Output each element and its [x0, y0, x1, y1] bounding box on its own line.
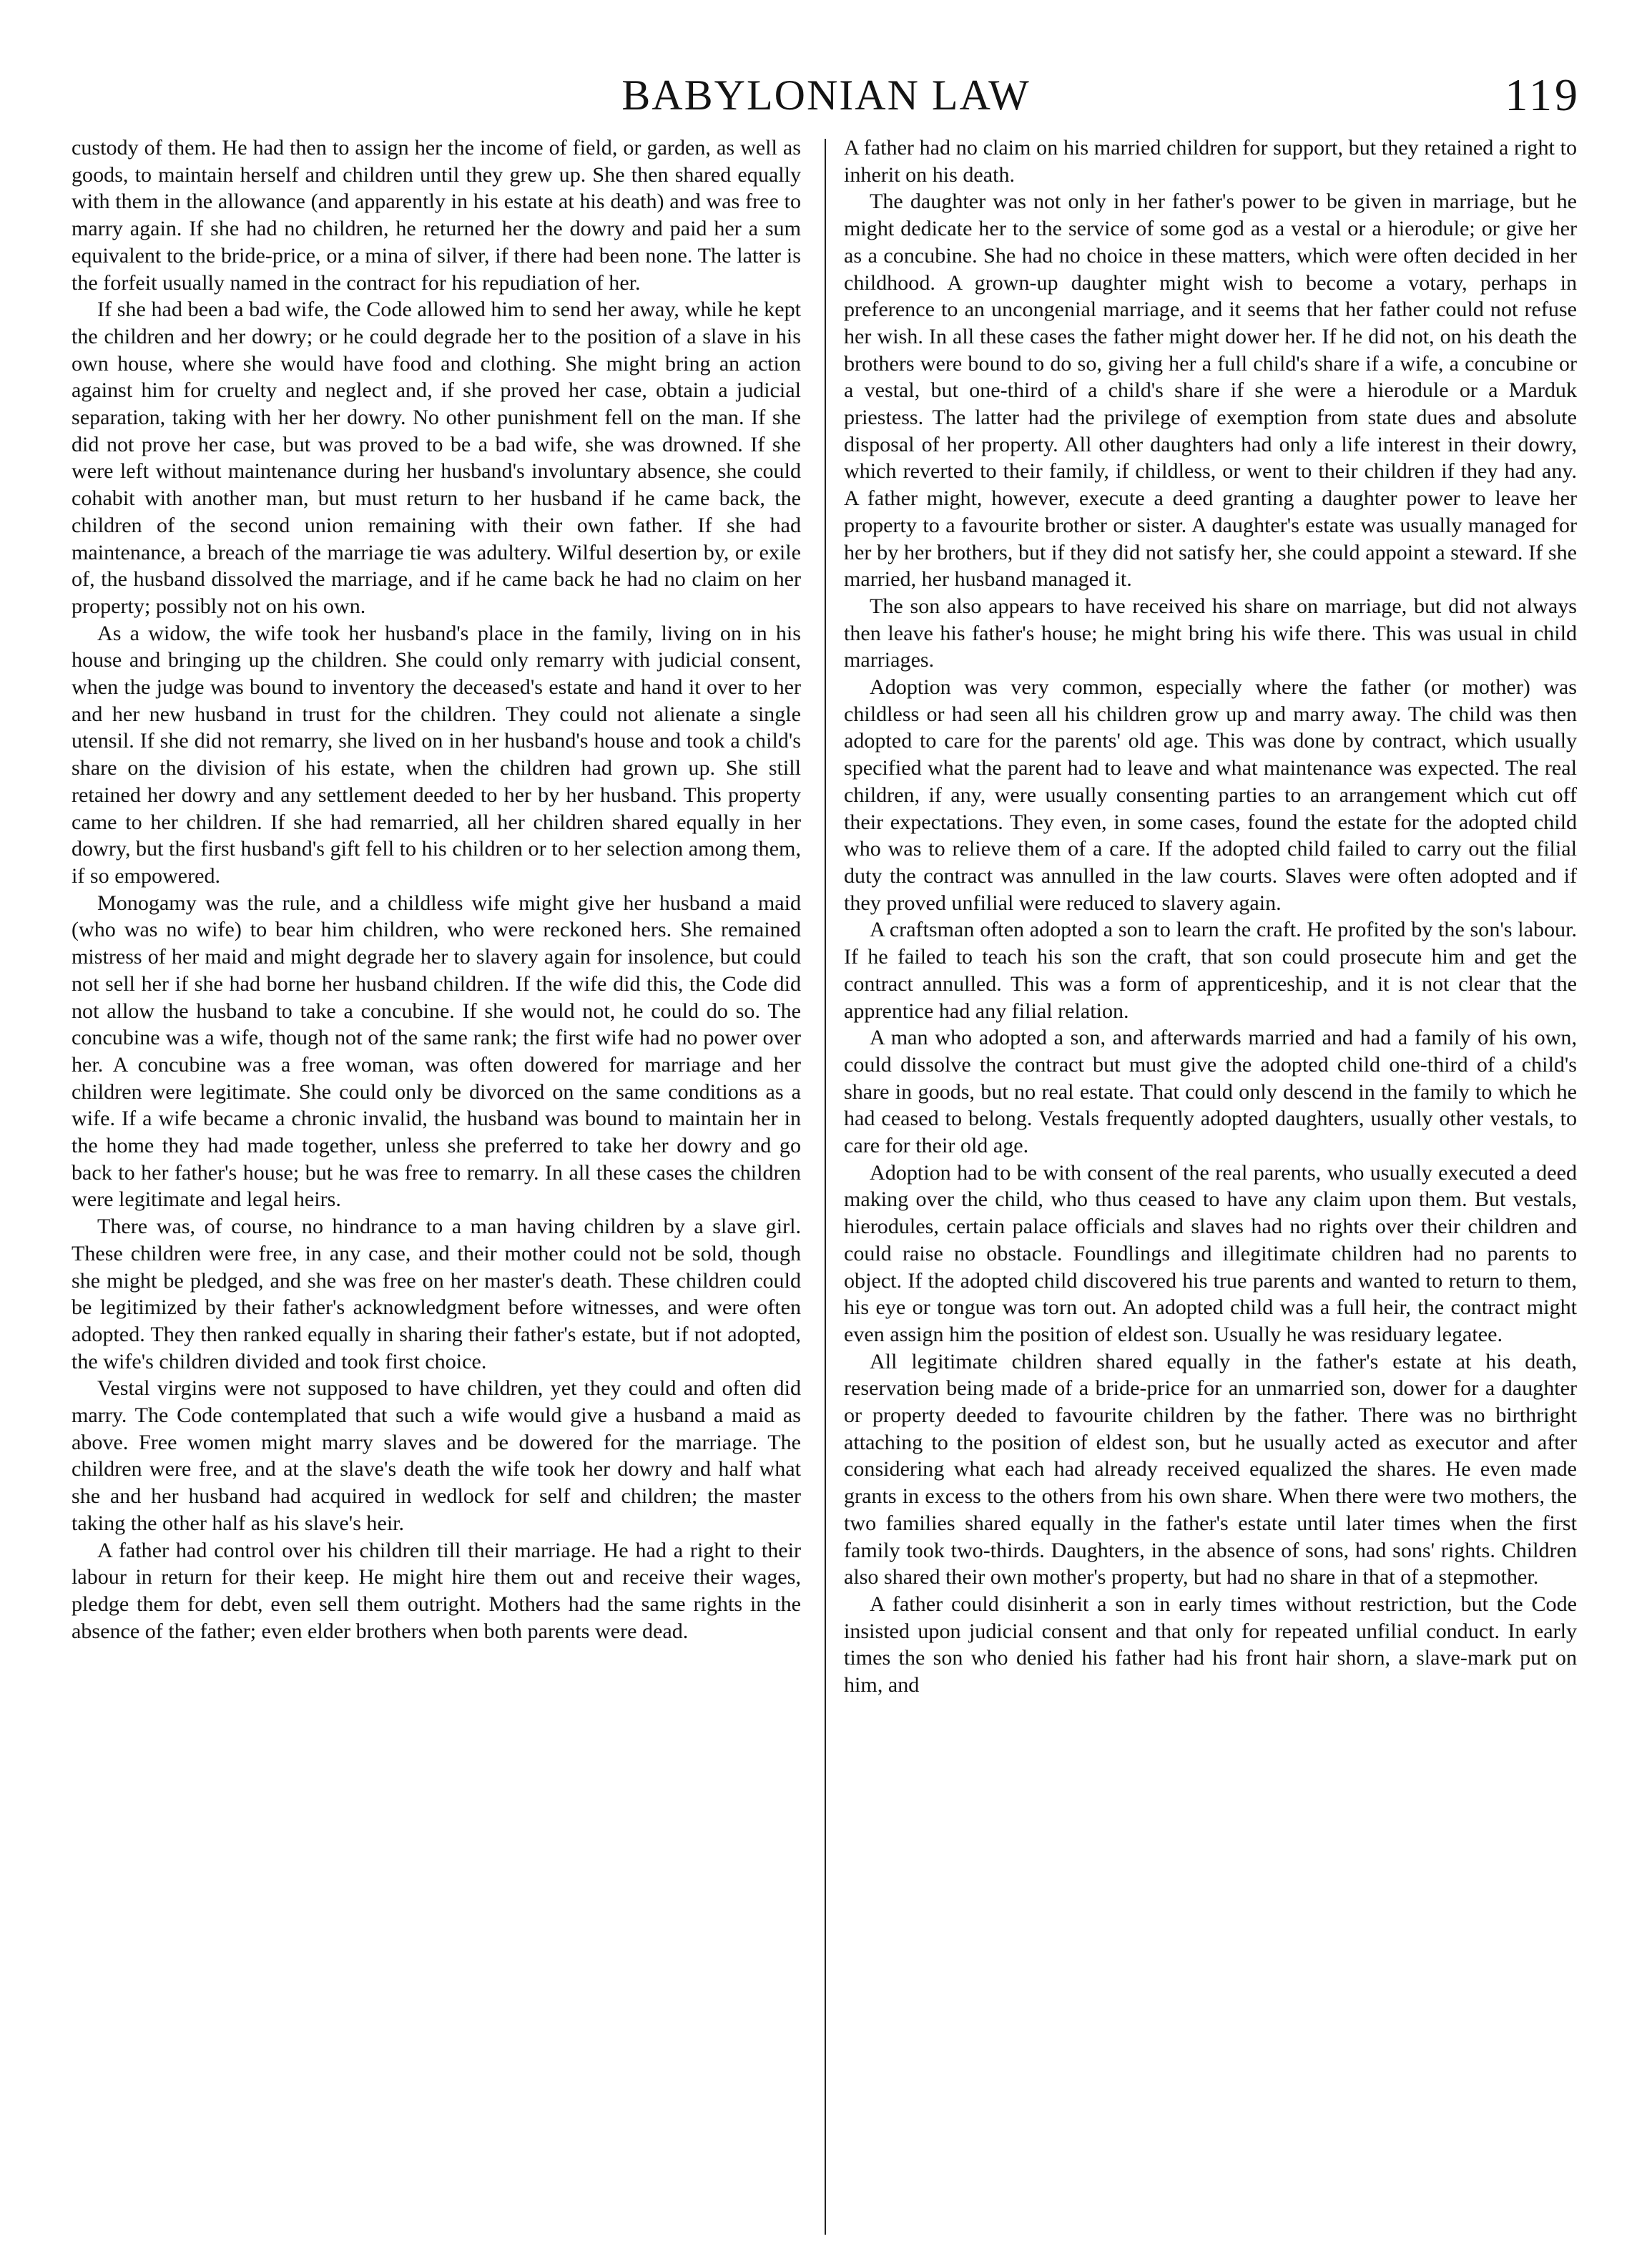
paragraph: A father had no claim on his married children for support, but they retained a right to inherit on his death.	[844, 135, 1577, 187]
paragraph: There was, of course, no hindrance to a man having children by a slave girl. These children were free, in any case, and their mother could not be sold, though she might be pledged, and she was free on her master's death. These children could be legitimized by their father's acknowledgment before witnesses, and were often adopted. They then ranked equally in sharing their father's estate, but if not adopted, the wife's children divided and took first choice.	[72, 1214, 801, 1373]
paragraph: Vestal virgins were not supposed to have children, yet they could and often did marry. The Code contemplated that such a wife would give a husband a maid as above. Free women might marry slaves and be dowered for the marriage. The children were free, and at the slave's death the wife took her dowry and half what she and her husband had acquired in wedlock for self and children; the master taking the other half as his slave's heir.	[72, 1376, 801, 1535]
page-number: 119	[1505, 69, 1580, 120]
running-title: BABYLONIAN LAW	[621, 72, 1031, 119]
paragraph: Adoption had to be with consent of the real parents, who usually executed a deed making over the child, who thus ceased to have any claim upon them. But vestals, hierodules, certain palace officials and slaves had no rights over their children and could raise no obstacle. Foundlings and illegitimate children had no parents to object. If the adopted child discovered his true parents and wanted to return to them, his eye or tongue was torn out. An adopted child was a full heir, the contract might even assign him the position of eldest son. Usually he was residuary legatee.	[844, 1160, 1577, 1346]
paragraph: custody of them. He had then to assign her the income of field, or garden, as well as goods, to maintain herself and children until they grew up. She then shared equally with them in the allowance (and apparently in his estate at his death) and was free to marry again. If she had no children, he returned her the dowry and paid her a sum equivalent to the bride-price, or a mina of silver, if there had been none. The latter is the forfeit usually named in the contract for his repudiation of her.	[72, 135, 801, 295]
column-divider	[825, 139, 826, 2235]
paragraph: A father had control over his children till their marriage. He had a right to their labour in return for their keep. He might hire them out and receive their wages, pledge them for debt, even sell them outright. Mothers had the same rights in the absence of the father; even elder brothers when both parents were dead.	[72, 1537, 801, 1643]
paragraph: A craftsman often adopted a son to learn the craft. He profited by the son's labour. If he failed to teach his son the craft, that son could prosecute him and get the contract annulled. This was a form of apprenticeship, and it is not clear that the apprentice had any filial relation.	[844, 917, 1577, 1023]
paragraph: Adoption was very common, especially where the father (or mother) was childless or had seen all his children grow up and marry away. The child was then adopted to care for the parents' old age. This was done by contract, which usually specified what the parent had to leave and what maintenance was expected. The real children, if any, were usually consenting parties to an arrangement which cut off their expectations. They even, in some cases, found the estate for the adopted child who was to relieve them of a care. If the adopted child failed to carry out the filial duty the contract was annulled in the law courts. Slaves were often adopted and if they proved unfilial were reduced to slavery again.	[844, 675, 1577, 915]
paragraph: The son also appears to have received his share on marriage, but did not always then leave his father's house; he might bring his wife there. This was usual in child marriages.	[844, 593, 1577, 672]
paragraph: Monogamy was the rule, and a childless wife might give her husband a maid (who was no wife) to bear him children, who were reckoned hers. She remained mistress of her maid and might degrade her to slavery again for insolence, but could not sell her if she had borne her husband children. If the wife did this, the Code did not allow the husband to take a concubine. If she would not, he could do so. The concubine was a wife, though not of the same rank; the first wife had no power over her. A concubine was a free woman, was often dowered for marriage and her children were legitimate. She could only be divorced on the same conditions as a wife. If a wife became a chronic invalid, the husband was bound to maintain her in the home they had made together, unless she preferred to take her dowry and go back to her father's house; but he was free to remarry. In all these cases the children were legitimate and legal heirs.	[72, 890, 801, 1212]
page-header	[72, 63, 1580, 127]
paragraph: A man who adopted a son, and afterwards married and had a family of his own, could dissolve the contract but must give the adopted child one-third of a child's share in goods, but no real estate. That could only descend in the family to which he had ceased to belong. Vestals frequently adopted daughters, usually other vestals, to care for their old age.	[844, 1025, 1577, 1158]
paragraph: A father could disinherit a son in early times without restriction, but the Code insisted upon judicial consent and that only for repeated unfilial conduct. In early times the son who denied his father had his front hair shorn, a slave-mark put on him, and	[844, 1591, 1577, 1697]
paragraph: As a widow, the wife took her husband's place in the family, living on in his house and bringing up the children. She could only remarry with judicial consent, when the judge was bound to inventory the deceased's estate and hand it over to her and her new husband in trust for the children. They could not alienate a single utensil. If she did not remarry, she lived on in her husband's house and took a child's share on the division of his estate, when the children had grown up. She still retained her dowry and any settlement deeded to her by her husband. This property came to her children. If she had remarried, all her children shared equally in her dowry, but the first husband's gift fell to his children or to her selection among them, if so empowered.	[72, 620, 801, 888]
paragraph: All legitimate children shared equally in the father's estate at his death, reservation being made of a bride-price for an unmarried son, dower for a daughter or property deeded to favourite children by the father. There was no birthright attaching to the position of eldest son, but he usually acted as executor and after considering what each had already received equalized the shares. He even made grants in excess to the others from his own share. When there were two mothers, the two families shared equally in the father's estate until later times when the first family took two-thirds. Daughters, in the absence of sons, had sons' rights. Children also shared their own mother's property, but had no share in that of a stepmother.	[844, 1348, 1577, 1589]
text-columns	[72, 134, 1580, 2238]
right-column	[844, 134, 1577, 2238]
paragraph: If she had been a bad wife, the Code allowed him to send her away, while he kept the children and her dowry; or he could degrade her to the position of a slave in his own house, where she would have food and clothing. She might bring an action against him for cruelty and neglect and, if she proved her case, obtain a judicial separation, taking with her her dowry. No other punishment fell on the man. If she did not prove her case, but was proved to be a bad wife, she was drowned. If she were left without maintenance during her husband's involuntary absence, she could cohabit with another man, but must return to her husband if he came back, the children of the second union remaining with their own father. If she had maintenance, a breach of the marriage tie was adultery. Wilful desertion by, or exile of, the husband dissolved the marriage, and if he came back he had no claim on her property; possibly not on his own.	[72, 297, 801, 618]
left-column	[72, 134, 801, 2238]
paragraph: The daughter was not only in her father's power to be given in marriage, but he might dedicate her to the service of some god as a vestal or a hierodule; or give her as a concubine. She had no choice in these matters, which were often decided in her childhood. A grown-up daughter might wish to become a votary, perhaps in preference to an uncongenial marriage, and it seems that her father could not refuse her wish. In all these cases the father might dower her. If he did not, on his death the brothers were bound to do so, giving her a full child's share if a wife, a concubine or a vestal, but one-third of a child's share if she were a hierodule or a Marduk priestess. The latter had the privilege of exemption from state dues and absolute disposal of her property. All other daughters had only a life interest in their dowry, which reverted to their family, if childless, or went to their children if they had any. A father might, however, execute a deed granting a daughter power to leave her property to a favourite brother or sister. A daughter's estate was usually managed for her by her brothers, but if they did not satisfy her, she could appoint a steward. If she married, her husband managed it.	[844, 189, 1577, 592]
